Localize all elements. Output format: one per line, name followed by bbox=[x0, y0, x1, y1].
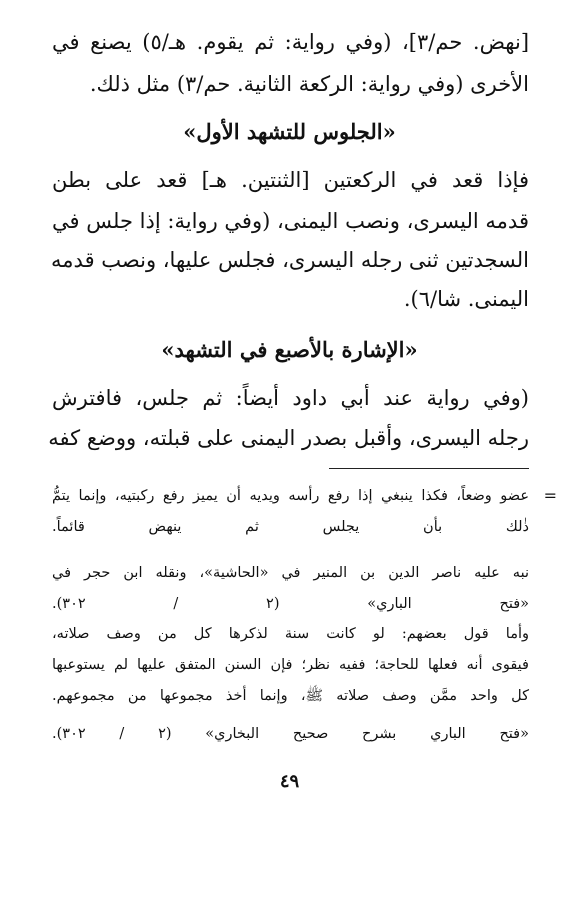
text-line: [نهض. حم/٣]، (وفي رواية: ثم يقوم. هـ/٥) يصنع في bbox=[52, 30, 530, 54]
text-line: فإذا قعد في الركعتين [الثنتين. هـ] قعد على بطن bbox=[52, 168, 529, 192]
footnote-line: عضو وضعاً، فكذا ينبغي إذا رفع رأسه ويديه أن يميز رفع ركبتيه، وإنما يتمُّ bbox=[52, 488, 529, 504]
section-heading: «الجلوس للتشهد الأول» bbox=[183, 119, 396, 144]
text-line: (وفي رواية عند أبي داود أيضاً: ثم جلس، فافترش bbox=[52, 386, 529, 410]
footnote-line: ذٰلك بأن يجلس ثم ينهض قائماً. bbox=[52, 519, 529, 535]
footnote-line: «فتح الباري بشرح صحيح البخاري» (٢ / ٣٠٢). bbox=[52, 726, 529, 742]
text-line: اليمنى. شا/٦). bbox=[403, 287, 529, 311]
footnote-line: كل واحد ممَّن وصف صلاته ﷺ، وإنما أخذ مجموعها من مجموعهم. bbox=[52, 688, 529, 704]
section-heading: «الإشارة بالأصبع في التشهد» bbox=[161, 337, 418, 362]
text-line: قدمه اليسرى، ونصب اليمنى، (وفي رواية: إذا جلس في bbox=[52, 209, 529, 233]
footnote-separator bbox=[329, 468, 529, 469]
page-number: ٤٩ bbox=[279, 771, 300, 792]
footnote-line: فيقوى أنه فعلها للحاجة؛ ففيه نظر؛ فإن السنن المتفق عليها لم يستوعبها bbox=[52, 657, 529, 673]
footnote-line: وأما قول بعضهم: لو كانت سنة لذكرها كل من وصف صلاته، bbox=[52, 626, 529, 642]
footnote-continuation-mark: = bbox=[543, 486, 557, 505]
footnote-line: نبه عليه ناصر الدين بن المنير في «الحاشية»، ونقله ابن حجر في bbox=[52, 565, 529, 581]
footnote-line: «فتح الباري» (٢ / ٣٠٢). bbox=[52, 596, 529, 612]
text-line: الأخرى (وفي رواية: الركعة الثانية. حم/٣) مثل ذلك. bbox=[89, 72, 529, 96]
text-line: السجدتين ثنى رجله اليسرى، فجلس عليها، ونصب قدمه bbox=[51, 248, 529, 272]
text-line: رجله اليسرى، وأقبل بصدر اليمنى على قبلته، ووضع كفه bbox=[48, 426, 529, 450]
